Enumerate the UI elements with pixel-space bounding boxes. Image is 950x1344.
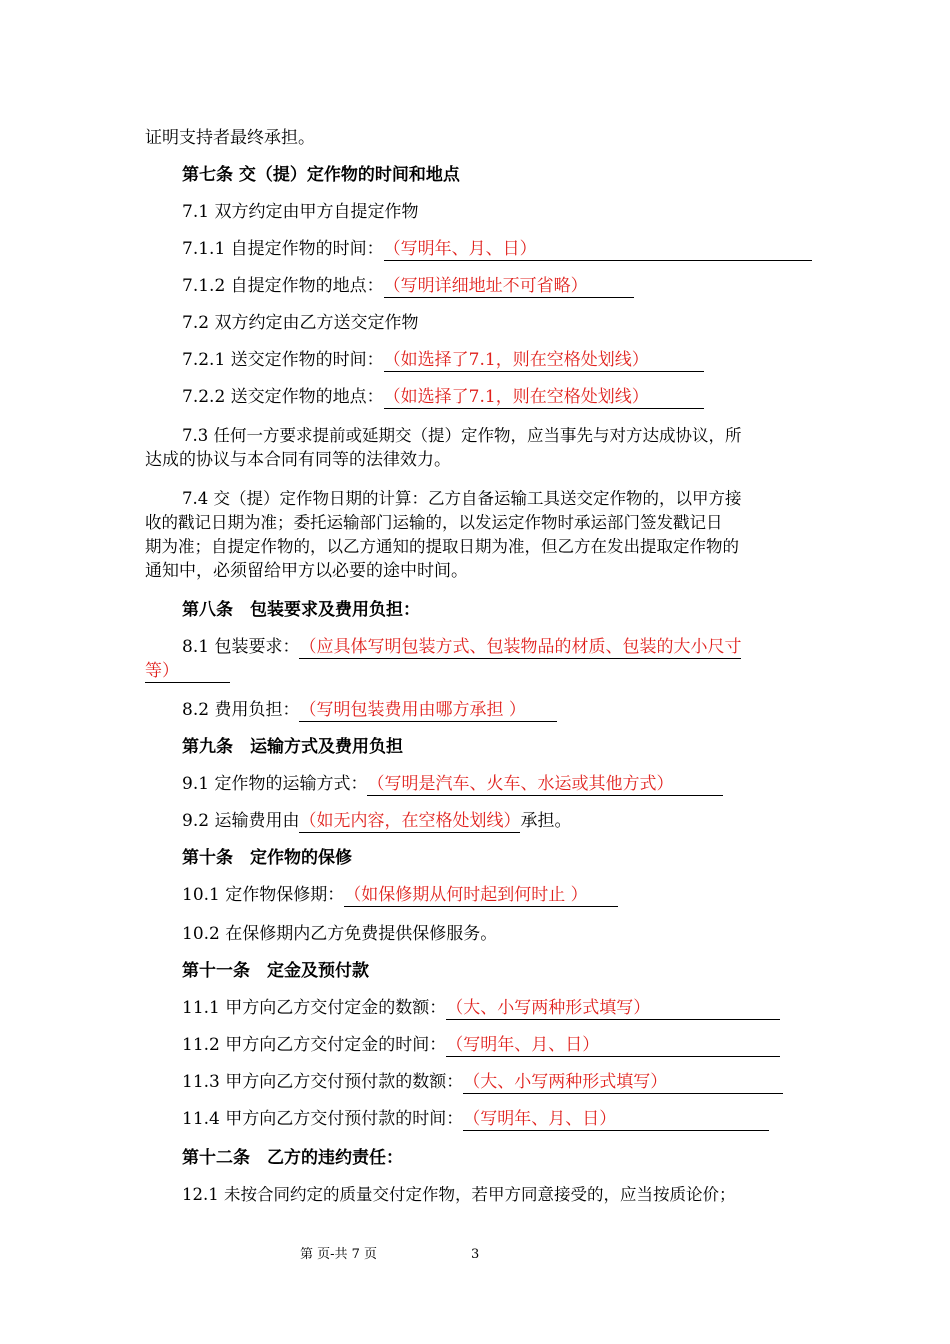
clause-7-1: 7.1 双方约定由甲方自提定作物: [182, 202, 419, 222]
clause-label: 11.1 甲方向乙方交付定金的数额：: [182, 998, 447, 1018]
clause-7-3-line-2: 达成的协议与本合同有同等的法律效力。: [145, 450, 451, 470]
article-9-heading: 第九条 运输方式及费用负担: [182, 737, 403, 757]
clause-7-4-line-3: 期为准；自提定作物的，以乙方通知的提取日期为准，但乙方在发出提取定作物的: [145, 537, 739, 556]
clause-8-1: [182, 635, 741, 659]
clause-11-2: [182, 1033, 780, 1057]
clause-7-2: 7.2 双方约定由乙方送交定作物: [182, 313, 419, 333]
fill-blank: （应具体写明包装方式、包装物品的材质、包装的大小尺寸: [299, 637, 742, 657]
clause-label: 7.2.1 送交定作物的时间：: [182, 350, 384, 370]
paragraph-line: 证明支持者最终承担。: [145, 128, 315, 148]
clause-8-2: [182, 698, 557, 722]
article-7-heading: 第七条 交（提）定作物的时间和地点: [182, 165, 460, 185]
clause-9-2: [182, 809, 571, 833]
fill-blank: （写明年、月、日）: [446, 1034, 780, 1057]
clause-7-4-line-4: 通知中，必须留给甲方以必要的途中时间。: [145, 561, 468, 581]
fill-blank: 等）: [145, 660, 230, 683]
fill-blank: （写明包装费用由哪方承担 ）: [299, 699, 557, 722]
clause-label: 8.2 费用负担：: [182, 700, 300, 720]
clause-8-1-continued: [145, 659, 230, 683]
clause-7-1-2: [182, 274, 634, 298]
article-8-heading: 第八条 包装要求及费用负担：: [182, 600, 420, 620]
clause-12-1: 12.1 未按合同约定的质量交付定作物，若甲方同意接受的，应当按质论价；: [182, 1185, 736, 1204]
clause-10-1: [182, 883, 618, 907]
fill-blank: （写明是汽车、火车、水运或其他方式）: [367, 773, 723, 796]
clause-label: 9.1 定作物的运输方式：: [182, 774, 368, 794]
clause-11-4: [182, 1107, 769, 1131]
fill-blank: （如选择了7.1，则在空格处划线）: [384, 349, 704, 372]
clause-label: 11.2 甲方向乙方交付定金的时间：: [182, 1035, 447, 1055]
page-number: 3: [471, 1247, 480, 1262]
clause-label: 9.2 运输费用由: [182, 811, 300, 831]
clause-7-4-line-1: 7.4 交（提）定作物日期的计算：乙方自备运输工具送交定作物的，以甲方接: [182, 489, 742, 508]
clause-tail: 承担。: [520, 811, 572, 831]
fill-blank: （如无内容，在空格处划线）: [299, 811, 521, 831]
clause-10-2: 10.2 在保修期内乙方免费提供保修服务。: [182, 924, 498, 944]
clause-9-1: [182, 772, 723, 796]
fill-blank: （如选择了7.1，则在空格处划线）: [384, 386, 704, 409]
fill-blank: （写明年、月、日）: [463, 1108, 769, 1131]
clause-7-1-1: [182, 237, 812, 261]
article-12-heading: 第十二条 乙方的违约责任：: [182, 1148, 403, 1168]
fill-blank: （写明年、月、日）: [384, 238, 812, 261]
clause-label: 7.2.2 送交定作物的地点：: [182, 387, 384, 407]
fill-blank: （如保修期从何时起到何时止 ）: [344, 884, 618, 907]
clause-label: 8.1 包装要求：: [182, 637, 300, 657]
fill-blank: （写明详细地址不可省略）: [384, 275, 634, 298]
clause-11-1: [182, 996, 780, 1020]
article-11-heading: 第十一条 定金及预付款: [182, 961, 369, 981]
clause-label: 7.1.2 自提定作物的地点：: [182, 276, 384, 296]
article-10-heading: 第十条 定作物的保修: [182, 848, 352, 868]
clause-11-3: [182, 1070, 783, 1094]
page-footer-text: 第 页-共 7 页: [300, 1247, 378, 1262]
fill-blank: （大、小写两种形式填写）: [446, 997, 780, 1020]
fill-blank: （大、小写两种形式填写）: [463, 1071, 783, 1094]
clause-label: 11.3 甲方向乙方交付预付款的数额：: [182, 1072, 464, 1092]
clause-7-4-line-2: 收的戳记日期为准；委托运输部门运输的，以发运定作物时承运部门签发戳记日: [145, 513, 723, 532]
clause-label: 10.1 定作物保修期：: [182, 885, 345, 905]
clause-7-2-2: [182, 385, 704, 409]
clause-7-3-line-1: 7.3 任何一方要求提前或延期交（提）定作物，应当事先与对方达成协议，所: [182, 426, 742, 445]
clause-label: 7.1.1 自提定作物的时间：: [182, 239, 384, 259]
clause-7-2-1: [182, 348, 704, 372]
clause-label: 11.4 甲方向乙方交付预付款的时间：: [182, 1109, 464, 1129]
